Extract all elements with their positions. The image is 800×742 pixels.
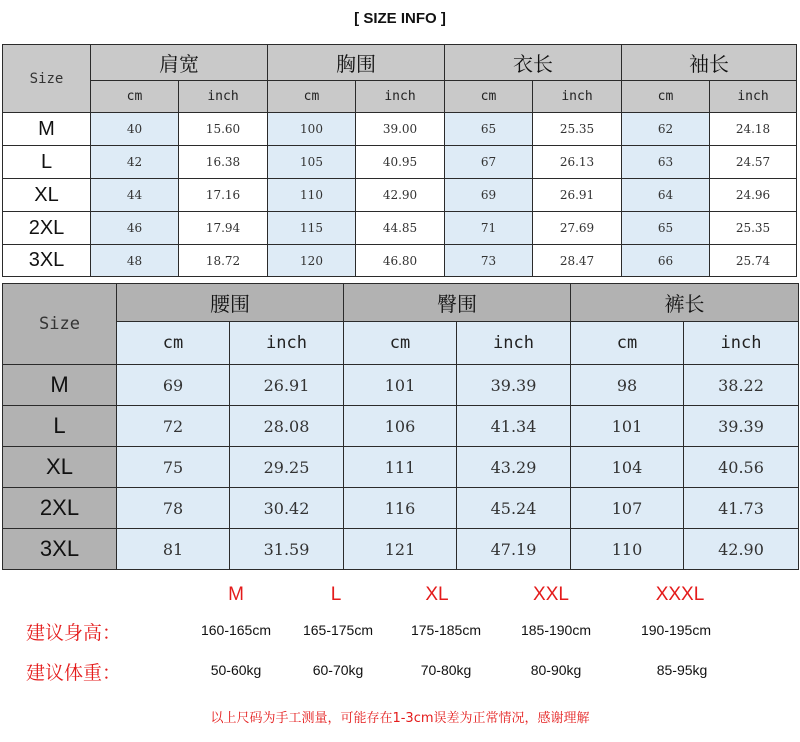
value-cell: 31.59 [230, 529, 344, 570]
value-cell: 38.22 [684, 365, 799, 406]
value-cell: 107 [571, 488, 684, 529]
size-cell: 3XL [3, 529, 117, 570]
value-cell: 120 [268, 245, 356, 277]
table-row [3, 113, 797, 146]
table-row [3, 447, 799, 488]
value-cell: 15.60 [179, 113, 268, 146]
value-cell: 42.90 [684, 529, 799, 570]
unit-inch: inch [710, 81, 797, 113]
group-header: 胸围 [268, 45, 445, 81]
weight-value: 85-95kg [656, 662, 708, 678]
size-cell: M [3, 365, 117, 406]
value-cell: 98 [571, 365, 684, 406]
size-cell: L [3, 146, 91, 179]
unit-inch: inch [457, 322, 571, 365]
height-value: 165-175cm [302, 622, 374, 638]
value-cell: 67 [445, 146, 533, 179]
value-cell: 24.96 [710, 179, 797, 212]
value-cell: 42.90 [356, 179, 445, 212]
rec-size-xl: XL [425, 584, 449, 605]
value-cell: 69 [445, 179, 533, 212]
measurement-note: 以上尺码为手工测量，可能存在1-3cm误差为正常情况，感谢理解 [210, 711, 590, 726]
rec-size-l: L [330, 584, 342, 605]
value-cell: 100 [268, 113, 356, 146]
value-cell: 28.08 [230, 406, 344, 447]
value-cell: 44 [91, 179, 179, 212]
top-size-table [2, 44, 797, 277]
value-cell: 26.13 [533, 146, 622, 179]
value-cell: 110 [571, 529, 684, 570]
value-cell: 30.42 [230, 488, 344, 529]
value-cell: 27.69 [533, 212, 622, 245]
value-cell: 48 [91, 245, 179, 277]
value-cell: 40 [91, 113, 179, 146]
unit-cm: cm [344, 322, 457, 365]
value-cell: 106 [344, 406, 457, 447]
size-cell: M [3, 113, 91, 146]
value-cell: 101 [344, 365, 457, 406]
group-header: 袖长 [622, 45, 797, 81]
value-cell: 110 [268, 179, 356, 212]
size-cell: XL [3, 179, 91, 212]
value-cell: 45.24 [457, 488, 571, 529]
value-cell: 104 [571, 447, 684, 488]
value-cell: 17.94 [179, 212, 268, 245]
unit-cm: cm [268, 81, 356, 113]
weight-label: 建议体重： [26, 662, 122, 684]
value-cell: 43.29 [457, 447, 571, 488]
unit-cm: cm [571, 322, 684, 365]
bottom-size-table [2, 283, 799, 570]
table-row [3, 365, 799, 406]
table-row [3, 529, 799, 570]
unit-inch: inch [356, 81, 445, 113]
value-cell: 81 [117, 529, 230, 570]
value-cell: 41.73 [684, 488, 799, 529]
height-value: 185-190cm [520, 622, 592, 638]
rec-size-xxxl: XXXL [655, 584, 705, 605]
value-cell: 72 [117, 406, 230, 447]
size-cell: XL [3, 447, 117, 488]
group-header: 肩宽 [91, 45, 268, 81]
value-cell: 26.91 [533, 179, 622, 212]
page-title: [ SIZE INFO ] [354, 10, 446, 27]
value-cell: 71 [445, 212, 533, 245]
table-row [3, 212, 797, 245]
group-header: 衣长 [445, 45, 622, 81]
unit-cm: cm [622, 81, 710, 113]
table-row [3, 245, 797, 277]
value-cell: 66 [622, 245, 710, 277]
value-cell: 16.38 [179, 146, 268, 179]
value-cell: 69 [117, 365, 230, 406]
weight-value: 70-80kg [420, 662, 472, 678]
unit-inch: inch [533, 81, 622, 113]
unit-inch: inch [230, 322, 344, 365]
height-value: 190-195cm [640, 622, 712, 638]
value-cell: 75 [117, 447, 230, 488]
value-cell: 115 [268, 212, 356, 245]
size-header: Size [3, 284, 117, 365]
value-cell: 40.56 [684, 447, 799, 488]
value-cell: 46.80 [356, 245, 445, 277]
value-cell: 46 [91, 212, 179, 245]
unit-cm: cm [91, 81, 179, 113]
value-cell: 63 [622, 146, 710, 179]
unit-cm: cm [445, 81, 533, 113]
table-row [3, 488, 799, 529]
value-cell: 24.18 [710, 113, 797, 146]
value-cell: 116 [344, 488, 457, 529]
value-cell: 39.39 [684, 406, 799, 447]
height-value: 175-185cm [410, 622, 482, 638]
value-cell: 26.91 [230, 365, 344, 406]
value-cell: 39.00 [356, 113, 445, 146]
size-header: Size [3, 45, 91, 113]
value-cell: 105 [268, 146, 356, 179]
value-cell: 25.35 [710, 212, 797, 245]
size-cell: 2XL [3, 488, 117, 529]
value-cell: 25.35 [533, 113, 622, 146]
size-recommendation [0, 570, 800, 742]
group-header: 臀围 [344, 284, 571, 322]
value-cell: 64 [622, 179, 710, 212]
value-cell: 18.72 [179, 245, 268, 277]
value-cell: 28.47 [533, 245, 622, 277]
table-row [3, 179, 797, 212]
value-cell: 17.16 [179, 179, 268, 212]
value-cell: 40.95 [356, 146, 445, 179]
value-cell: 41.34 [457, 406, 571, 447]
unit-inch: inch [684, 322, 799, 365]
value-cell: 111 [344, 447, 457, 488]
weight-value: 50-60kg [210, 662, 262, 678]
value-cell: 62 [622, 113, 710, 146]
size-cell: 3XL [3, 245, 91, 277]
value-cell: 25.74 [710, 245, 797, 277]
rec-size-xxl: XXL [533, 584, 569, 605]
size-cell: 2XL [3, 212, 91, 245]
value-cell: 78 [117, 488, 230, 529]
height-value: 160-165cm [200, 622, 272, 638]
table-row [3, 146, 797, 179]
rec-size-m: M [228, 584, 244, 605]
value-cell: 44.85 [356, 212, 445, 245]
value-cell: 42 [91, 146, 179, 179]
height-label: 建议身高： [26, 622, 122, 644]
unit-cm: cm [117, 322, 230, 365]
value-cell: 101 [571, 406, 684, 447]
value-cell: 73 [445, 245, 533, 277]
group-header: 腰围 [117, 284, 344, 322]
group-header: 裤长 [571, 284, 799, 322]
value-cell: 24.57 [710, 146, 797, 179]
value-cell: 65 [445, 113, 533, 146]
size-cell: L [3, 406, 117, 447]
value-cell: 47.19 [457, 529, 571, 570]
value-cell: 121 [344, 529, 457, 570]
unit-inch: inch [179, 81, 268, 113]
weight-value: 80-90kg [530, 662, 582, 678]
value-cell: 39.39 [457, 365, 571, 406]
value-cell: 29.25 [230, 447, 344, 488]
weight-value: 60-70kg [312, 662, 364, 678]
value-cell: 65 [622, 212, 710, 245]
table-row [3, 406, 799, 447]
